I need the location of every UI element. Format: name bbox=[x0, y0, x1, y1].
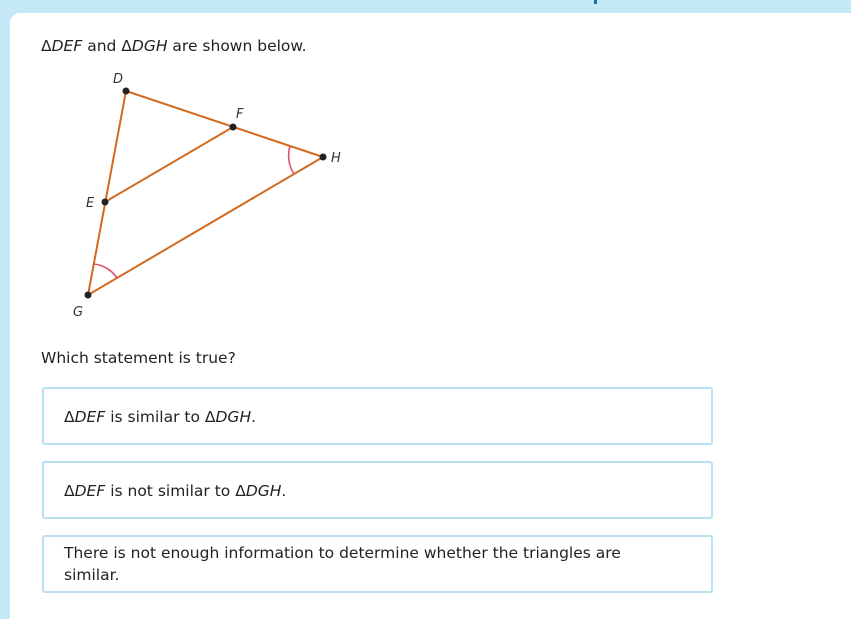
point-h bbox=[320, 154, 327, 161]
segment-ef bbox=[105, 127, 233, 202]
label-e: E bbox=[86, 196, 95, 211]
prompt-text: Which statement is true? bbox=[41, 349, 236, 367]
triangle-def-name: DEF bbox=[74, 408, 106, 426]
label-f: F bbox=[236, 107, 244, 122]
angle-mark-h bbox=[289, 146, 294, 174]
triangle-def-name: DEF bbox=[74, 482, 106, 500]
label-g: G bbox=[73, 305, 84, 320]
question-text bbox=[41, 36, 307, 56]
choice-similar[interactable] bbox=[42, 387, 713, 445]
triangle-def-name: DEF bbox=[51, 37, 83, 55]
delta-symbol: Δ bbox=[235, 482, 246, 500]
point-g bbox=[85, 292, 92, 299]
top-strip bbox=[0, 0, 851, 14]
delta-symbol: Δ bbox=[64, 482, 75, 500]
segment-gh bbox=[88, 157, 323, 295]
choice-text bbox=[64, 406, 671, 428]
shown-below-text: are shown below. bbox=[167, 37, 307, 55]
question-card bbox=[10, 13, 851, 619]
triangle-dgh-name: DGH bbox=[131, 37, 168, 55]
choice-period: . bbox=[281, 482, 287, 500]
scroll-indicator bbox=[594, 0, 597, 4]
delta-symbol: Δ bbox=[121, 37, 132, 55]
choice-text bbox=[64, 480, 671, 502]
choice-not-similar[interactable] bbox=[42, 461, 713, 519]
choice-not-enough-info[interactable] bbox=[42, 535, 713, 593]
delta-symbol: Δ bbox=[204, 408, 216, 426]
choice-middle-text: is not similar to bbox=[105, 482, 236, 500]
choice-text: There is not enough information to determine whether the triangles are similar. bbox=[64, 544, 621, 584]
angle-mark-g bbox=[94, 264, 117, 278]
triangle-figure bbox=[70, 71, 370, 331]
point-d bbox=[123, 88, 130, 95]
triangle-diagram bbox=[70, 71, 370, 331]
label-h: H bbox=[331, 151, 341, 166]
delta-symbol: Δ bbox=[41, 37, 52, 55]
point-f bbox=[230, 124, 237, 131]
point-e bbox=[102, 199, 109, 206]
choice-period: . bbox=[251, 408, 257, 426]
choice-middle-text: is similar to bbox=[105, 408, 205, 426]
label-d: D bbox=[113, 72, 124, 87]
segment-dh bbox=[126, 91, 323, 157]
delta-symbol: Δ bbox=[64, 408, 75, 426]
and-text: and bbox=[82, 37, 122, 55]
triangle-dgh-name: DGH bbox=[215, 408, 252, 426]
triangle-dgh-name: DGH bbox=[245, 482, 282, 500]
